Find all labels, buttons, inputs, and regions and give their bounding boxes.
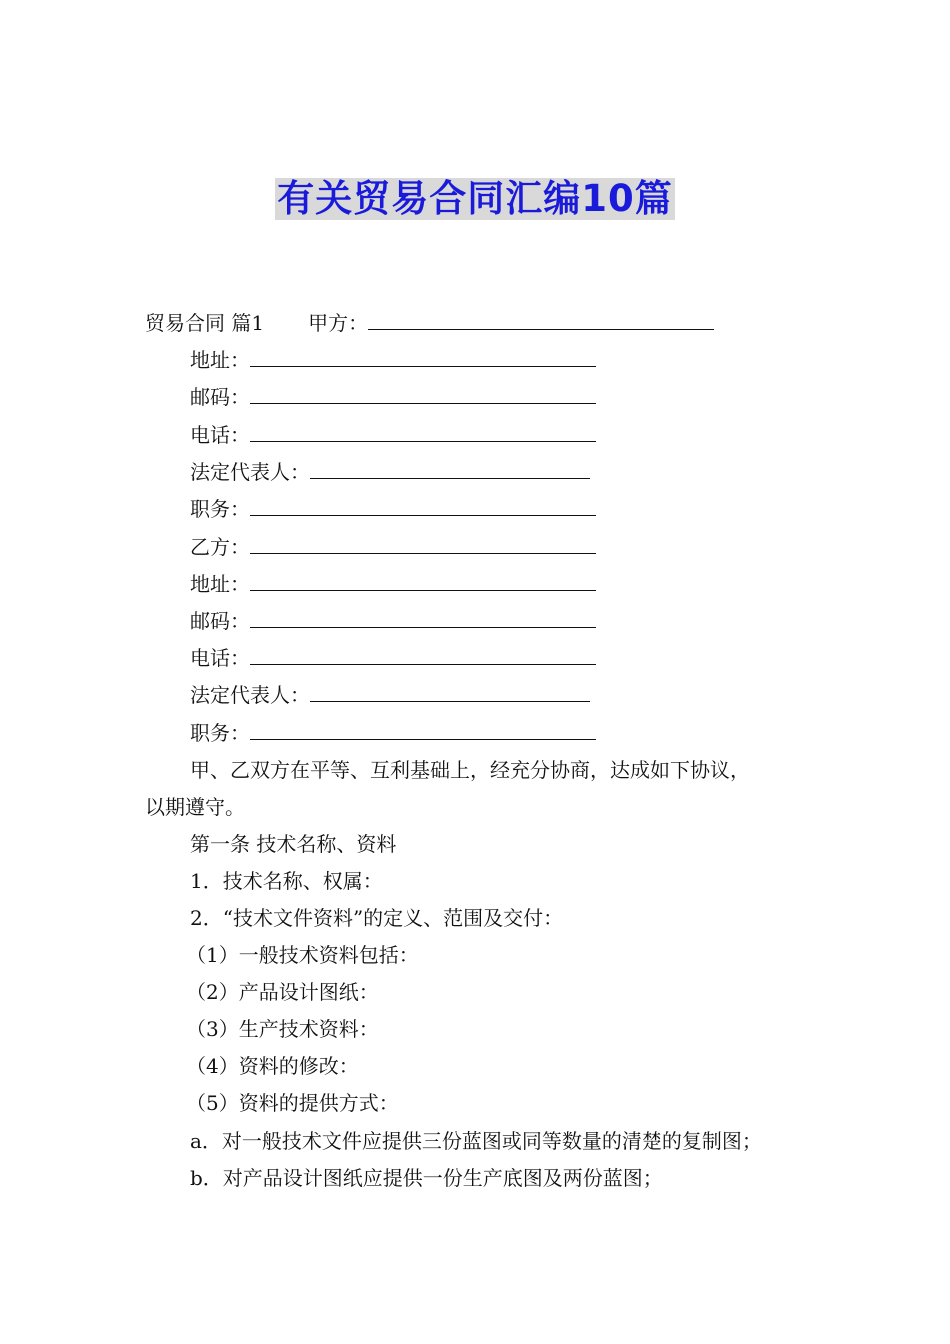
field-label: 职务：	[190, 497, 250, 521]
field-line	[190, 346, 596, 373]
list-item: （5）资料的提供方式：	[186, 1091, 399, 1115]
field-blank	[250, 607, 596, 628]
list-item: a．对一般技术文件应提供三份蓝图或同等数量的清楚的复制图；	[190, 1129, 762, 1153]
party-a-blank	[368, 309, 714, 330]
field-line	[190, 458, 590, 485]
field-blank	[250, 719, 596, 740]
field-line	[190, 421, 596, 448]
document-title-wrap	[0, 178, 950, 220]
list-item: 2．“技术文件资料”的定义、范围及交付：	[190, 906, 564, 930]
field-line	[190, 570, 596, 597]
article-heading: 第一条 技术名称、资料	[190, 832, 397, 856]
field-line	[190, 533, 596, 560]
field-label: 电话：	[190, 423, 250, 447]
field-label: 法定代表人：	[190, 683, 310, 707]
field-label: 邮码：	[190, 385, 250, 409]
field-line	[190, 681, 590, 708]
field-blank	[250, 346, 596, 367]
list-item: 1．技术名称、权属：	[190, 869, 383, 893]
list-item: （1）一般技术资料包括：	[186, 943, 419, 967]
field-blank	[310, 458, 590, 479]
list-item: （2）产品设计图纸：	[186, 980, 379, 1004]
field-line	[190, 644, 596, 671]
field-label: 地址：	[190, 572, 250, 596]
field-label: 地址：	[190, 348, 250, 372]
field-line	[190, 719, 596, 746]
field-label: 乙方：	[190, 535, 250, 559]
contract-heading-line	[145, 309, 714, 336]
field-label: 职务：	[190, 721, 250, 745]
field-blank	[250, 644, 596, 665]
field-label: 邮码：	[190, 609, 250, 633]
field-line	[190, 495, 596, 522]
field-blank	[250, 421, 596, 442]
field-blank	[250, 533, 596, 554]
field-blank	[250, 570, 596, 591]
party-a-label: 甲方：	[308, 311, 369, 335]
intro-line-2: 以期遵守。	[145, 795, 245, 819]
field-blank	[310, 681, 590, 702]
intro-line-1: 甲、乙双方在平等、互利基础上，经充分协商，达成如下协议，	[190, 758, 750, 782]
field-line	[190, 607, 596, 634]
contract-heading: 贸易合同 篇1	[145, 311, 265, 335]
field-blank	[250, 383, 596, 404]
field-line	[190, 383, 596, 410]
field-blank	[250, 495, 596, 516]
list-item: （4）资料的修改：	[186, 1054, 359, 1078]
field-label: 电话：	[190, 646, 250, 670]
list-item: b．对产品设计图纸应提供一份生产底图及两份蓝图；	[190, 1166, 663, 1190]
list-item: （3）生产技术资料：	[186, 1017, 379, 1041]
field-label: 法定代表人：	[190, 460, 310, 484]
document-title: 有关贸易合同汇编10篇	[277, 177, 673, 220]
